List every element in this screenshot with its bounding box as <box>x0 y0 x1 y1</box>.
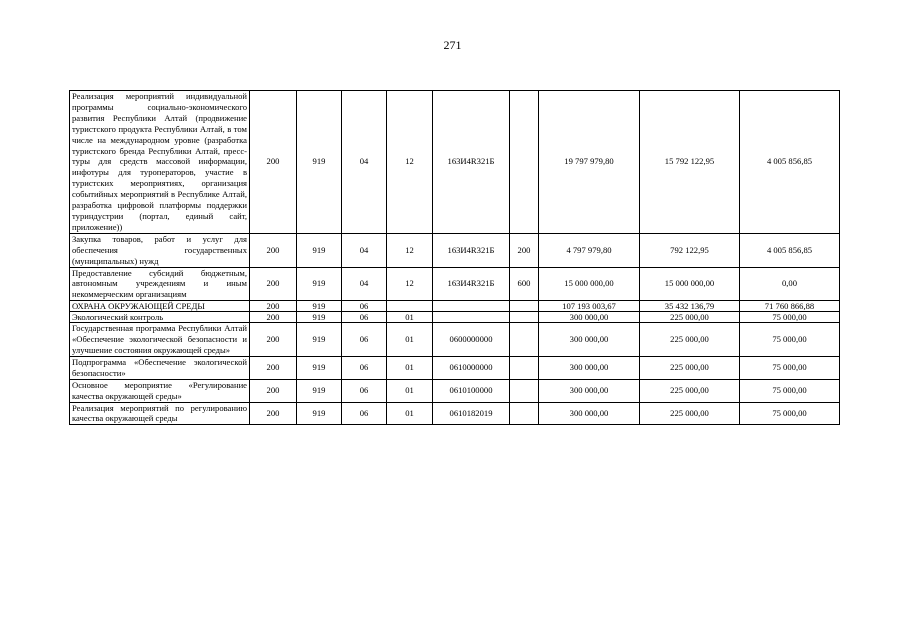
code-cell: 200 <box>250 356 297 379</box>
expense-type-cell <box>510 301 539 312</box>
table-row <box>70 323 840 357</box>
grbs-cell: 919 <box>297 379 342 402</box>
section-cell: 06 <box>342 323 387 357</box>
grbs-cell: 919 <box>297 312 342 323</box>
grbs-cell: 919 <box>297 402 342 425</box>
section-cell: 06 <box>342 379 387 402</box>
total-amount-cell: 4 797 979,80 <box>539 233 640 267</box>
section-cell: 06 <box>342 402 387 425</box>
code-cell: 200 <box>250 323 297 357</box>
subsection-cell <box>387 301 433 312</box>
target-article-cell <box>433 312 510 323</box>
target-article-cell <box>433 301 510 312</box>
total-amount-cell: 300 000,00 <box>539 402 640 425</box>
table-row <box>70 91 840 234</box>
expense-type-cell: 600 <box>510 267 539 301</box>
item-name-cell: Закупка товаров, работ и услуг для обеспечения государственных (муниципальных) нужд <box>70 233 250 267</box>
expense-type-cell <box>510 379 539 402</box>
regional-amount-cell: 75 000,00 <box>740 312 840 323</box>
expense-type-cell <box>510 312 539 323</box>
regional-amount-cell: 71 760 866,88 <box>740 301 840 312</box>
item-name-cell: ОХРАНА ОКРУЖАЮЩЕЙ СРЕДЫ <box>70 301 250 312</box>
expense-type-cell <box>510 91 539 234</box>
table-row <box>70 312 840 323</box>
item-name-cell: Основное мероприятие «Регулирование качества окружающей среды» <box>70 379 250 402</box>
item-name-cell: Экологический контроль <box>70 312 250 323</box>
item-name-cell: Подпрограмма «Обеспечение экологической безопасности» <box>70 356 250 379</box>
code-cell: 200 <box>250 233 297 267</box>
target-article-cell: 163И4R321Б <box>433 91 510 234</box>
target-article-cell: 163И4R321Б <box>433 233 510 267</box>
section-cell: 06 <box>342 356 387 379</box>
grbs-cell: 919 <box>297 356 342 379</box>
target-article-cell: 0600000000 <box>433 323 510 357</box>
regional-amount-cell: 4 005 856,85 <box>740 233 840 267</box>
item-name-cell: Государственная программа Республики Алтай «Обеспечение экологической безопасности и улучшение состояния окружающей среды» <box>70 323 250 357</box>
target-article-cell: 0610100000 <box>433 379 510 402</box>
section-cell: 04 <box>342 233 387 267</box>
grbs-cell: 919 <box>297 323 342 357</box>
table-body <box>70 91 840 425</box>
federal-amount-cell: 225 000,00 <box>640 402 740 425</box>
federal-amount-cell: 225 000,00 <box>640 312 740 323</box>
item-name-cell: Реализация мероприятий по регулированию качества окружающей среды <box>70 402 250 425</box>
item-name-cell: Реализация мероприятий индивидуальной программы социально-экономического развития Республики Алтай (продвижение туристского продукта Республики Алтай, в том числе на международном уровне (разработка туристского бренда Республики Алтай, пресс-туры для средств массовой информации, инфотуры для туроператоров, участие в туристских мероприятиях, организация событийных мероприятий в Республике Алтай, разработка цифровой платформы поддержки туриндустрии (портал, единый сайт, приложение)) <box>70 91 250 234</box>
regional-amount-cell: 75 000,00 <box>740 402 840 425</box>
table-row <box>70 233 840 267</box>
subsection-cell: 12 <box>387 267 433 301</box>
regional-amount-cell: 75 000,00 <box>740 356 840 379</box>
code-cell: 200 <box>250 301 297 312</box>
section-cell: 04 <box>342 91 387 234</box>
total-amount-cell: 107 193 003,67 <box>539 301 640 312</box>
grbs-cell: 919 <box>297 233 342 267</box>
code-cell: 200 <box>250 312 297 323</box>
grbs-cell: 919 <box>297 91 342 234</box>
federal-amount-cell: 225 000,00 <box>640 323 740 357</box>
total-amount-cell: 300 000,00 <box>539 379 640 402</box>
expense-type-cell: 200 <box>510 233 539 267</box>
budget-table <box>69 90 840 425</box>
subsection-cell: 01 <box>387 312 433 323</box>
federal-amount-cell: 225 000,00 <box>640 379 740 402</box>
federal-amount-cell: 792 122,95 <box>640 233 740 267</box>
regional-amount-cell: 75 000,00 <box>740 323 840 357</box>
target-article-cell: 0610182019 <box>433 402 510 425</box>
table-row <box>70 402 840 425</box>
subsection-cell: 12 <box>387 233 433 267</box>
section-cell: 06 <box>342 301 387 312</box>
target-article-cell: 163И4R321Б <box>433 267 510 301</box>
federal-amount-cell: 15 792 122,95 <box>640 91 740 234</box>
code-cell: 200 <box>250 379 297 402</box>
code-cell: 200 <box>250 402 297 425</box>
expense-type-cell <box>510 323 539 357</box>
total-amount-cell: 300 000,00 <box>539 356 640 379</box>
total-amount-cell: 19 797 979,80 <box>539 91 640 234</box>
code-cell: 200 <box>250 91 297 234</box>
total-amount-cell: 300 000,00 <box>539 312 640 323</box>
grbs-cell: 919 <box>297 267 342 301</box>
subsection-cell: 01 <box>387 323 433 357</box>
subsection-cell: 01 <box>387 402 433 425</box>
grbs-cell: 919 <box>297 301 342 312</box>
target-article-cell: 0610000000 <box>433 356 510 379</box>
federal-amount-cell: 15 000 000,00 <box>640 267 740 301</box>
page-number: 271 <box>443 38 462 52</box>
expense-type-cell <box>510 356 539 379</box>
subsection-cell: 01 <box>387 356 433 379</box>
table-row <box>70 301 840 312</box>
expense-type-cell <box>510 402 539 425</box>
regional-amount-cell: 0,00 <box>740 267 840 301</box>
code-cell: 200 <box>250 267 297 301</box>
subsection-cell: 01 <box>387 379 433 402</box>
federal-amount-cell: 35 432 136,79 <box>640 301 740 312</box>
section-cell: 06 <box>342 312 387 323</box>
item-name-cell: Предоставление субсидий бюджетным, автономным учреждениям и иным некоммерческим организациям <box>70 267 250 301</box>
table-row <box>70 267 840 301</box>
table-row <box>70 379 840 402</box>
total-amount-cell: 15 000 000,00 <box>539 267 640 301</box>
section-cell: 04 <box>342 267 387 301</box>
total-amount-cell: 300 000,00 <box>539 323 640 357</box>
federal-amount-cell: 225 000,00 <box>640 356 740 379</box>
table-row <box>70 356 840 379</box>
regional-amount-cell: 75 000,00 <box>740 379 840 402</box>
regional-amount-cell: 4 005 856,85 <box>740 91 840 234</box>
subsection-cell: 12 <box>387 91 433 234</box>
